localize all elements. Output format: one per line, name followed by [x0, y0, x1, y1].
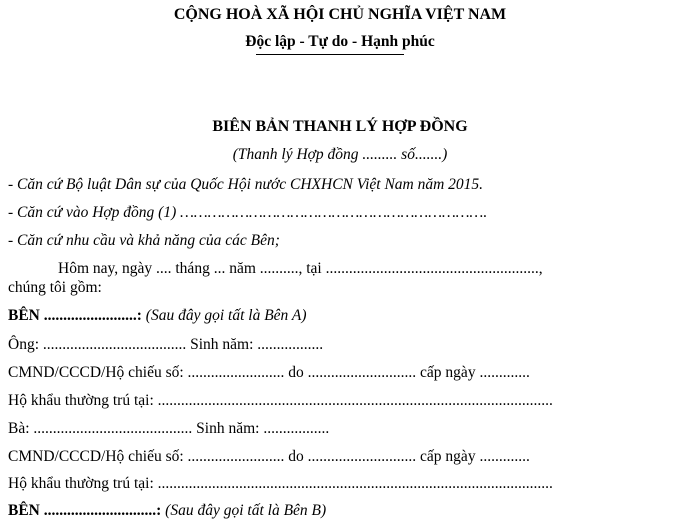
- party-a-address-line-2: Hộ khẩu thường trú tại: ......................................................................................................: [8, 475, 553, 492]
- intro-text: Hôm nay, ngày .... tháng ... năm .........., tại .......................................................,: [58, 260, 543, 277]
- basis-line-1: - Căn cứ Bộ luật Dân sự của Quốc Hội nước CHXHCN Việt Nam năm 2015.: [8, 176, 484, 193]
- nation-header: CỘNG HOÀ XÃ HỘI CHỦ NGHĨA VIỆT NAM: [173, 6, 507, 23]
- motto-underline: [256, 54, 404, 55]
- party-a-address-line: Hộ khẩu thường trú tại: ......................................................................................................: [8, 392, 553, 409]
- party-b-heading: [8, 502, 326, 520]
- party-a-heading: [8, 307, 307, 325]
- basis-line-3: - Căn cứ nhu cầu và khả năng của các Bên;: [8, 232, 280, 249]
- document-title: BIÊN BẢN THANH LÝ HỢP ĐỒNG: [212, 118, 468, 135]
- party-a-mrs-line: Bà: ......................................... Sinh năm: .................: [8, 420, 330, 437]
- motto: Độc lập - Tự do - Hạnh phúc: [245, 33, 435, 50]
- basis-line-2: - Căn cứ vào Hợp đồng (1) ………………………………………………………….: [8, 204, 488, 221]
- party-a-mr-line: Ông: ..................................... Sinh năm: .................: [8, 336, 324, 353]
- intro-line: [8, 260, 644, 278]
- party-a-label: BÊN ........................:: [8, 307, 142, 324]
- party-a-id-line: CMND/CCCD/Hộ chiếu số: ......................... do ............................ cấp ngày .............: [8, 364, 530, 381]
- party-b-label: BÊN .............................:: [8, 502, 162, 519]
- document-subtitle: (Thanh lý Hợp đồng ......... số.......): [232, 146, 448, 163]
- party-a-id-line-2: CMND/CCCD/Hộ chiếu số: ......................... do ............................ cấp ngày .............: [8, 448, 530, 465]
- intro-continuation: chúng tôi gồm:: [8, 279, 102, 296]
- party-a-note: (Sau đây gọi tất là Bên A): [141, 307, 307, 324]
- party-b-note: (Sau đây gọi tất là Bên B): [161, 502, 327, 519]
